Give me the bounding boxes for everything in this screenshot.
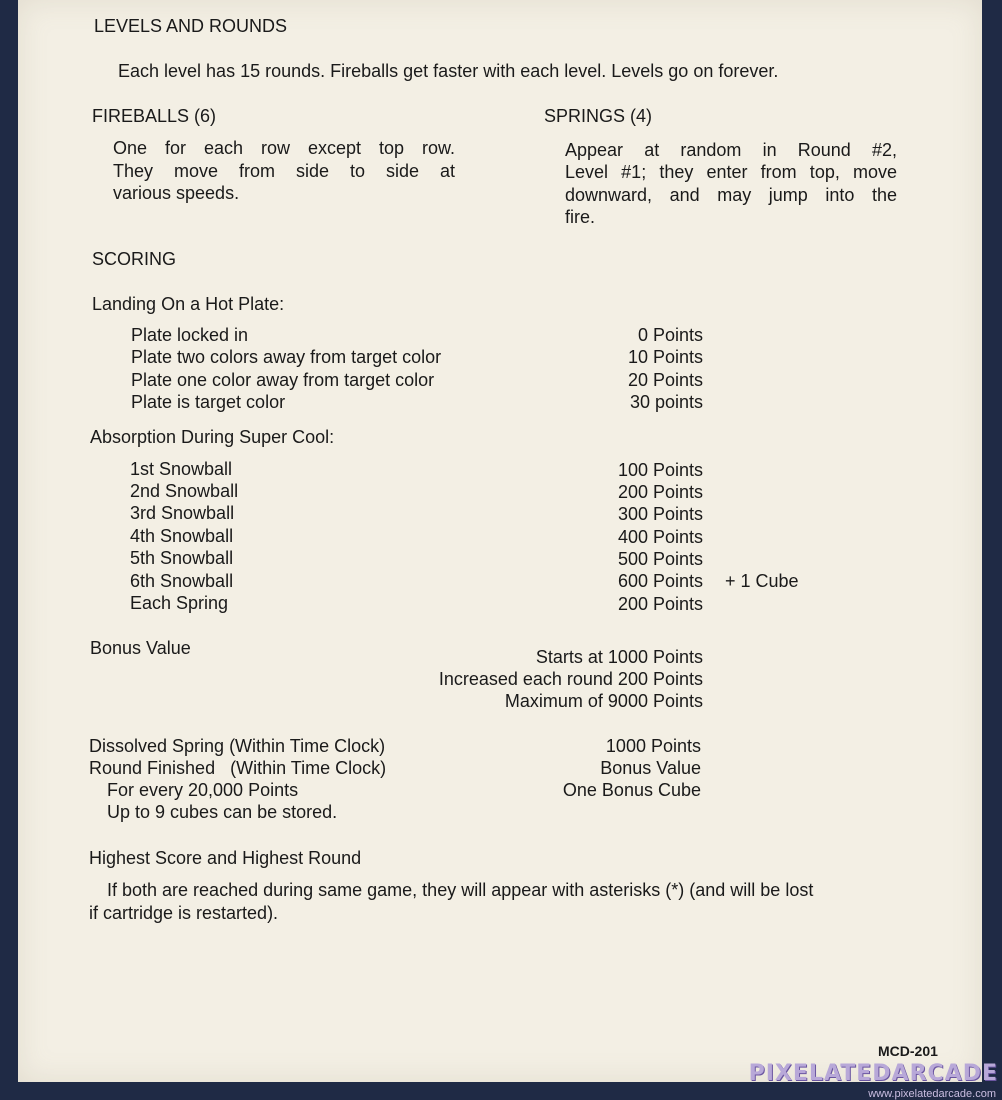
hot-plate-label: Plate one color away from target color <box>131 370 435 390</box>
snowball-value: 200 Points <box>617 482 703 502</box>
watermark-logo: PIXELATEDARCADE <box>748 1061 998 1086</box>
springs-line: Appear at random in Round #2, <box>565 140 897 160</box>
snowball-label: 6th Snowball <box>130 571 234 591</box>
bonus-cube-extra: + 1 Cube <box>725 571 799 591</box>
highest-heading: Highest Score and Highest Round <box>89 848 362 868</box>
misc-label: For every 20,000 Points <box>107 780 299 800</box>
hot-plate-value: 30 points <box>629 392 703 412</box>
springs-line: fire. <box>565 207 596 227</box>
snowball-value: 500 Points <box>617 549 703 569</box>
bonus-line: Increased each round 200 Points <box>438 669 703 689</box>
springs-line: downward, and may jump into the <box>565 185 897 205</box>
misc-value: 1000 Points <box>605 736 701 756</box>
fireballs-line: One for each row except top row. <box>113 138 455 158</box>
hot-plate-value: 0 Points <box>637 325 703 345</box>
hot-plate-label: Plate locked in <box>131 325 249 345</box>
highest-text: If both are reached during same game, they will appear with asterisks (*) (and will be lost <box>107 880 814 900</box>
levels-text: Each level has 15 rounds. Fireballs get faster with each level. Levels go on forever. <box>118 61 779 81</box>
misc-label: Round Finished (Within Time Clock) <box>89 758 387 778</box>
document-code: MCD-201 <box>878 1043 938 1059</box>
springs-heading: SPRINGS (4) <box>544 106 653 126</box>
spring-label: Each Spring <box>130 593 229 613</box>
bonus-heading: Bonus Value <box>90 638 191 658</box>
hot-plate-value: 10 Points <box>627 347 703 367</box>
watermark-url: www.pixelatedarcade.com <box>868 1088 996 1100</box>
hot-plate-value: 20 Points <box>627 370 703 390</box>
manual-page <box>18 0 982 1082</box>
super-cool-heading: Absorption During Super Cool: <box>90 427 335 447</box>
misc-label: Dissolved Spring (Within Time Clock) <box>89 736 386 756</box>
fireballs-line: various speeds. <box>113 183 240 203</box>
bonus-line: Starts at 1000 Points <box>535 647 703 667</box>
hot-plate-label: Plate two colors away from target color <box>131 347 442 367</box>
spring-value: 200 Points <box>617 594 703 614</box>
hot-plate-label: Plate is target color <box>131 392 286 412</box>
misc-value: One Bonus Cube <box>562 780 701 800</box>
bonus-line: Maximum of 9000 Points <box>504 691 703 711</box>
snowball-value: 300 Points <box>617 504 703 524</box>
snowball-label: 3rd Snowball <box>130 503 235 523</box>
fireballs-line: They move from side to side at <box>113 161 455 181</box>
highest-text: if cartridge is restarted). <box>89 903 279 923</box>
hot-plate-heading: Landing On a Hot Plate: <box>92 294 285 314</box>
snowball-value: 100 Points <box>617 460 703 480</box>
snowball-value: 600 Points <box>617 571 703 591</box>
fireballs-heading: FIREBALLS (6) <box>92 106 217 126</box>
scoring-heading: SCORING <box>92 249 177 269</box>
snowball-value: 400 Points <box>617 527 703 547</box>
snowball-label: 2nd Snowball <box>130 481 239 501</box>
cubes-note: Up to 9 cubes can be stored. <box>107 802 338 822</box>
snowball-label: 4th Snowball <box>130 526 234 546</box>
springs-line: Level #1; they enter from top, move <box>565 162 897 182</box>
misc-value: Bonus Value <box>600 758 701 778</box>
snowball-label: 1st Snowball <box>130 459 233 479</box>
levels-heading: LEVELS AND ROUNDS <box>94 16 288 36</box>
snowball-label: 5th Snowball <box>130 548 234 568</box>
